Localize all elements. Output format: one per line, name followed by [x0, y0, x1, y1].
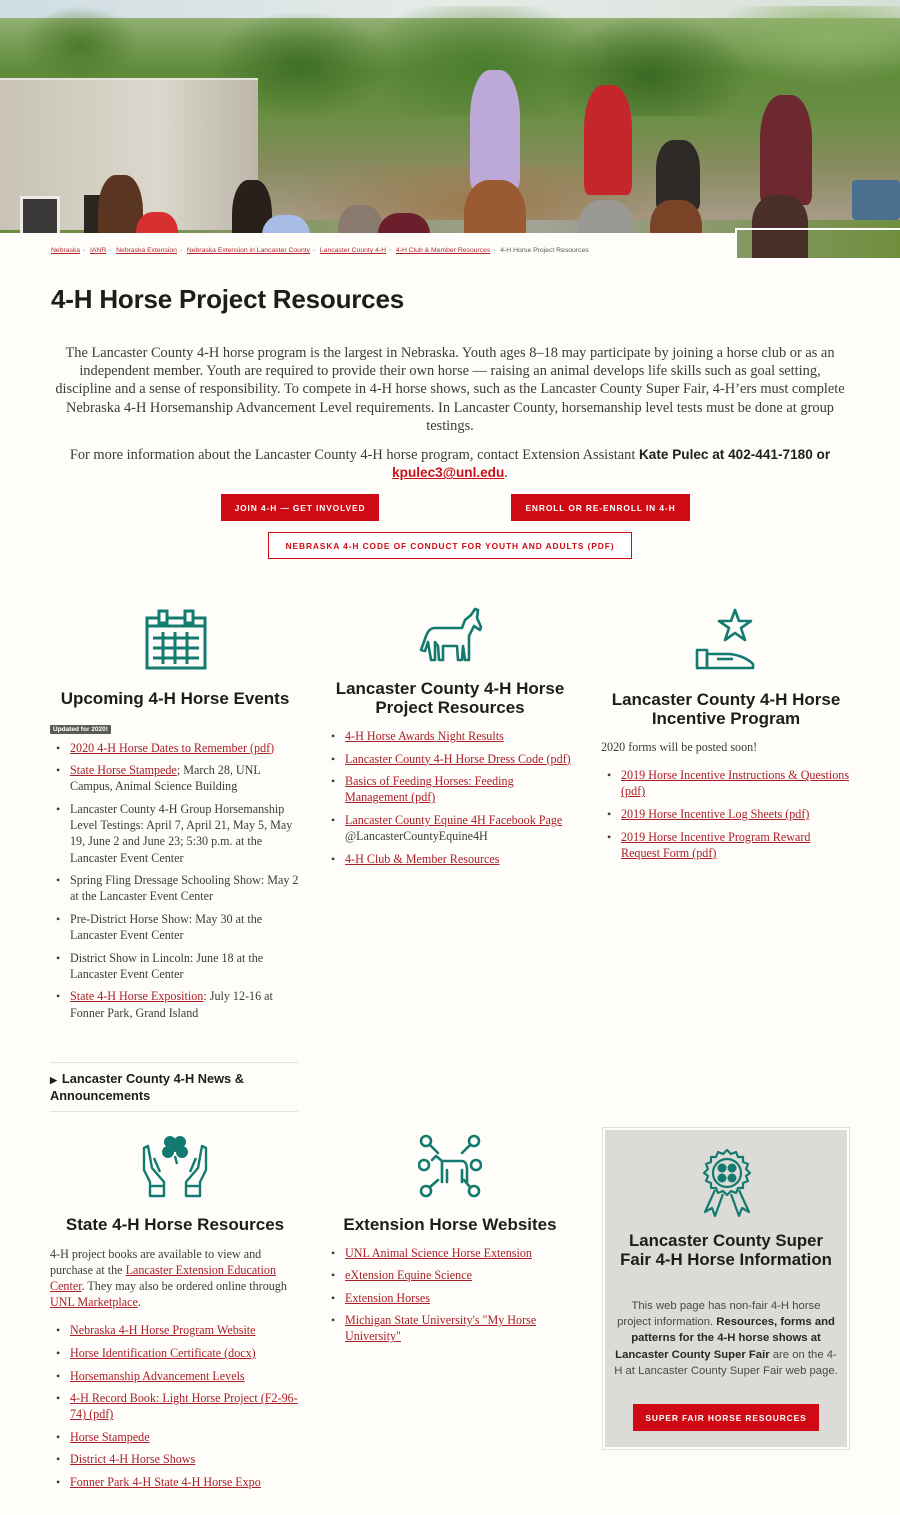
lancaster-extension-center-link[interactable]: Lancaster Extension Education Center: [50, 1262, 277, 1293]
list-item: [50, 911, 300, 943]
list-item: [50, 1451, 300, 1467]
incentive-section: [601, 608, 851, 867]
horse-network-icon: [418, 1134, 482, 1198]
list-item-text: Pre-District Horse Show: May 30 at the Lancaster Event Center: [70, 911, 263, 943]
advancement-levels-link[interactable]: Horsemanship Advancement Levels: [70, 1368, 245, 1383]
contact-name-phone: Kate Pulec at 402-441-7180 or: [638, 447, 831, 462]
state-horse-exposition-link[interactable]: State 4-H Horse Exposition: [70, 989, 204, 1004]
list-item: [601, 806, 851, 822]
horse-icon: [417, 606, 483, 662]
state-resources-list: [50, 1322, 300, 1490]
contact-email-link[interactable]: kpulec3@unl.edu: [392, 465, 505, 481]
state-intro-text: 4-H project books are available to view and purchase at the: [50, 1246, 262, 1277]
join-4h-button[interactable]: JOIN 4-H — GET INVOLVED: [221, 494, 379, 521]
intro-paragraph: The Lancaster County 4-H horse program is the largest in Nebraska. Youth ages 8–18 may participate by joining a horse club or as an independent member. Youth are required to provide their own horse — raising an animal develops life skills such as goal setting, discipline and a sense of responsibility. To compete in 4-H horse shows, such as the Lancaster County Super Fair, 4-H’ers must complete Nebraska 4-H Horsemanship Advancement Level requirements. In Lancaster County, horsemanship level tests must be done at group testings.: [55, 345, 845, 434]
hero-image: [0, 0, 900, 260]
news-accordion-label: Lancaster County 4-H News & Announcements: [50, 1071, 244, 1104]
extension-equine-science-link[interactable]: eXtension Equine Science: [345, 1268, 472, 1283]
state-intro-text: . They may also be ordered online through: [81, 1278, 287, 1293]
contact-text: For more information about the Lancaster County 4-H horse program, contact Extension Assistant: [69, 447, 639, 463]
breadcrumb-separator-icon: ›: [179, 248, 182, 254]
facebook-page-link[interactable]: Lancaster County Equine 4H Facebook Page: [345, 812, 563, 827]
breadcrumb-separator-icon: ›: [493, 248, 496, 254]
my-horse-university-link[interactable]: Michigan State University's "My Horse University": [345, 1313, 537, 1344]
dates-to-remember-link[interactable]: 2020 4-H Horse Dates to Remember (pdf): [70, 740, 275, 755]
list-item: [50, 740, 300, 756]
list-item: [325, 773, 575, 805]
super-fair-text-bold: Resources, forms and patterns for the 4-H horse shows at Lancaster County Super Fair: [615, 1316, 835, 1361]
list-item-text: District Show in Lincoln: June 18 at the Lancaster Event Center: [70, 950, 264, 981]
events-section: [50, 608, 300, 1027]
list-item: [325, 1312, 575, 1344]
super-fair-resources-button[interactable]: SUPER FAIR HORSE RESOURCES: [633, 1404, 819, 1431]
incentive-note: 2020 forms will be posted soon!: [601, 740, 758, 754]
breadcrumb-nebraska[interactable]: Nebraska: [51, 247, 81, 254]
list-item: [50, 872, 300, 904]
state-horse-stampede-link[interactable]: State Horse Stampede: [70, 763, 177, 778]
events-list: [50, 740, 300, 1021]
unl-animal-science-link[interactable]: UNL Animal Science Horse Extension: [345, 1245, 532, 1260]
list-item: [50, 988, 300, 1020]
list-item: [50, 801, 300, 866]
breadcrumb: [51, 247, 589, 254]
feeding-horses-link[interactable]: Basics of Feeding Horses: Feeding Management (pdf): [345, 774, 514, 805]
project-resources-section: [325, 606, 575, 873]
news-accordion[interactable]: [50, 1062, 298, 1112]
list-item: [50, 1345, 300, 1361]
contact-suffix: .: [504, 465, 508, 482]
page-title: 4-H Horse Project Resources: [51, 284, 404, 314]
project-resources-list: [325, 728, 575, 867]
updated-badge: Updated for 2020!: [50, 725, 111, 734]
news-accordion-toggle[interactable]: [50, 1071, 298, 1105]
hero-person: [584, 85, 632, 195]
fonner-park-expo-link[interactable]: Fonner Park 4-H State 4-H Horse Expo: [70, 1475, 261, 1490]
clover-ribbon-icon: [697, 1148, 757, 1218]
breadcrumb-current: 4-H Horse Project Resources: [500, 247, 589, 254]
list-item: [325, 1245, 575, 1261]
state-resources-heading: State 4-H Horse Resources: [65, 1215, 285, 1234]
hero-frame-line: [735, 228, 900, 260]
list-item: [325, 851, 575, 867]
extension-websites-heading: Extension Horse Websites: [343, 1215, 557, 1234]
record-book-link[interactable]: 4-H Record Book: Light Horse Project (F2-96-74) (pdf): [70, 1391, 298, 1422]
incentive-heading: Lancaster County 4-H Horse Incentive Program: [611, 690, 841, 728]
code-of-conduct-button[interactable]: NEBRASKA 4-H CODE OF CONDUCT FOR YOUTH AND ADULTS (PDF): [268, 532, 632, 559]
super-fair-text-2: are on the 4-H at Lancaster County Super Fair web page.: [614, 1348, 838, 1377]
hero-tarp: [852, 180, 900, 220]
breadcrumb-separator-icon: ›: [389, 248, 392, 254]
horse-stampede-link[interactable]: Horse Stampede: [70, 1429, 150, 1444]
awards-night-link[interactable]: 4-H Horse Awards Night Results: [345, 729, 504, 743]
extension-websites-list: [325, 1245, 575, 1345]
hero-person: [760, 95, 812, 205]
list-item: [50, 950, 300, 982]
breadcrumb-extension-lancaster[interactable]: Nebraska Extension in Lancaster County: [186, 247, 311, 254]
nebraska-horse-program-link[interactable]: Nebraska 4-H Horse Program Website: [70, 1323, 256, 1338]
incentive-log-sheets-link[interactable]: 2019 Horse Incentive Log Sheets (pdf): [621, 807, 810, 821]
list-item: [50, 1429, 300, 1445]
super-fair-text-1: This web page has non-fair 4-H horse project information.: [617, 1300, 821, 1329]
list-item: [601, 829, 851, 861]
enroll-4h-button[interactable]: ENROLL OR RE-ENROLL IN 4-H: [511, 494, 690, 521]
list-item: [50, 1368, 300, 1384]
breadcrumb-separator-icon: ›: [109, 248, 112, 254]
breadcrumb-lancaster-4h[interactable]: Lancaster County 4-H: [319, 247, 387, 254]
super-fair-text: [613, 1298, 839, 1379]
list-item-text: : July 12-16 at Fonner Park, Grand Island: [70, 989, 273, 1020]
breadcrumb-club-member-resources[interactable]: 4-H Club & Member Resources: [395, 247, 491, 254]
district-horse-shows-link[interactable]: District 4-H Horse Shows: [70, 1452, 196, 1467]
list-item: [325, 1267, 575, 1283]
extension-websites-section: [325, 1134, 575, 1351]
list-item: [50, 1390, 300, 1422]
horse-id-certificate-link[interactable]: Horse Identification Certificate (docx): [70, 1345, 256, 1360]
dress-code-link[interactable]: Lancaster County 4-H Horse Dress Code (pdf): [345, 751, 571, 766]
list-item-text: @LancasterCountyEquine4H: [345, 829, 488, 844]
breadcrumb-separator-icon: ›: [313, 248, 316, 254]
list-item: [325, 812, 575, 844]
clover-hands-icon: [142, 1134, 208, 1198]
star-hand-icon: [695, 608, 757, 672]
list-item-text: Lancaster County 4-H Group Horsemanship Level Testings: April 7, April 21, May 5, May 19, June 2 and June 23; 5:30 p.m. at the Lancaster Event Center: [70, 801, 293, 865]
list-item-text: ; March 28, UNL Campus, Animal Science Building: [70, 763, 261, 794]
incentive-list: [601, 767, 851, 861]
contact-paragraph: [50, 446, 850, 482]
list-item: [325, 728, 575, 744]
list-item: [50, 1474, 300, 1490]
breadcrumb-nebraska-extension[interactable]: Nebraska Extension: [116, 247, 177, 254]
list-item: [601, 767, 851, 799]
triangle-right-icon: ▶: [50, 1075, 57, 1085]
list-item: [325, 751, 575, 767]
extension-horses-link[interactable]: Extension Horses: [345, 1290, 430, 1305]
events-heading: Upcoming 4-H Horse Events: [60, 689, 290, 708]
state-intro-text: .: [137, 1295, 141, 1310]
list-item-text: Spring Fling Dressage Schooling Show: May 2 at the Lancaster Event Center: [70, 873, 299, 904]
club-member-resources-link[interactable]: 4-H Club & Member Resources: [345, 851, 500, 866]
project-resources-heading: Lancaster County 4-H Horse Project Resources: [335, 679, 565, 717]
incentive-reward-form-link[interactable]: 2019 Horse Incentive Program Reward Request Form (pdf): [621, 829, 811, 860]
unl-marketplace-link[interactable]: UNL Marketplace: [50, 1295, 138, 1310]
hero-person: [470, 70, 520, 190]
super-fair-heading: Lancaster County Super Fair 4-H Horse Information: [620, 1231, 832, 1269]
list-item: [50, 1322, 300, 1338]
list-item: [325, 1290, 575, 1306]
incentive-instructions-link[interactable]: 2019 Horse Incentive Instructions & Questions (pdf): [621, 768, 850, 799]
breadcrumb-ianr[interactable]: IANR: [89, 247, 107, 254]
calendar-icon: [143, 608, 207, 672]
state-resources-section: [50, 1134, 300, 1497]
list-item: [50, 762, 300, 794]
state-intro: [50, 1246, 300, 1311]
super-fair-callout: [603, 1128, 849, 1449]
breadcrumb-separator-icon: ›: [83, 248, 86, 254]
